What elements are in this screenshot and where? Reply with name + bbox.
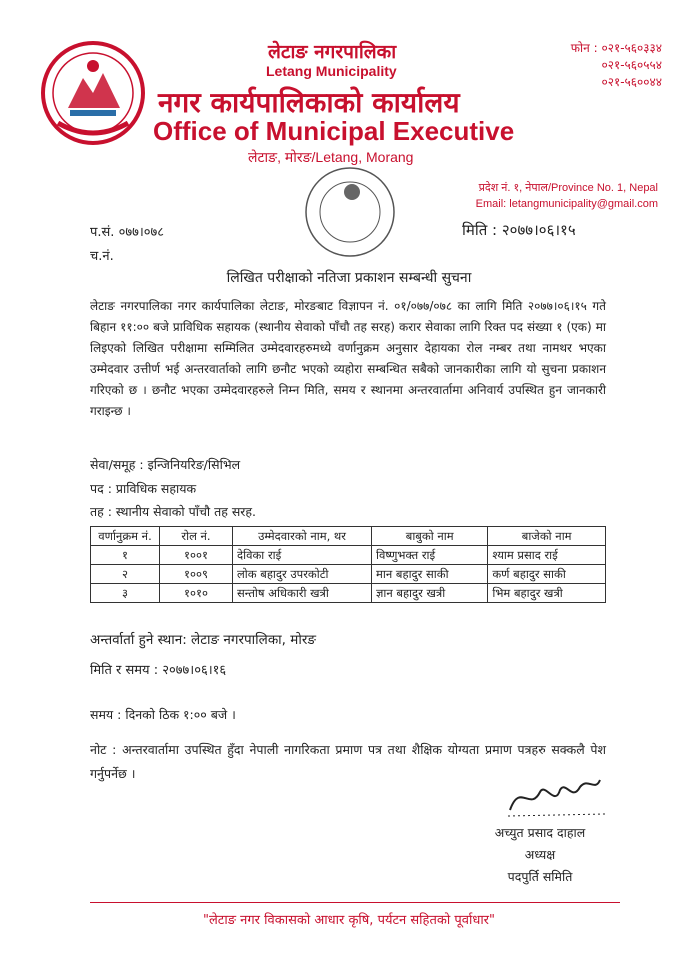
office-stamp	[300, 162, 400, 262]
province-text: प्रदेश नं. १, नेपाल/Province No. 1, Nepal	[478, 182, 658, 194]
office-name-en: Office of Municipal Executive	[153, 116, 515, 146]
reference-number: प.सं. ०७७।०७८	[90, 225, 165, 240]
table-cell: कर्ण बहादुर साकी	[488, 565, 606, 584]
handwritten-signature	[500, 772, 610, 822]
interview-date: मिति र समय : २०७७।०६।१६	[90, 663, 227, 678]
table-cell: मान बहादुर साकी	[372, 565, 488, 584]
signatory-committee: पदपुर्ति समिति	[507, 869, 573, 884]
interview-venue: अन्तर्वार्ता हुने स्थान: लेटाङ नगरपालिका, मोरङ	[90, 632, 316, 648]
municipality-logo	[38, 38, 148, 148]
column-header: वर्णानुक्रम नं.	[91, 527, 160, 546]
table-row	[91, 565, 606, 584]
table-cell: २	[91, 565, 160, 584]
email-text: Email: letangmunicipality@gmail.com	[475, 198, 658, 210]
phone-block	[571, 40, 662, 91]
interview-note: नोट : अन्तरवार्तामा उपस्थित हुँदा नेपाली नागरिकता प्रमाण पत्र तथा शैक्षिक योग्यता प्रमाण पत्रहरु सक्कलै पेश गर्नुपर्नेछ ।	[90, 742, 606, 781]
table-cell: भिम बहादुर खत्री	[488, 584, 606, 603]
column-header: बाबुको नाम	[372, 527, 488, 546]
contact-block	[476, 180, 658, 212]
level: तह : स्थानीय सेवाको पाँचौ तह सरह.	[90, 504, 257, 519]
table-row	[91, 584, 606, 603]
municipality-name-en: Letang Municipality	[266, 63, 397, 79]
column-header: रोल नं.	[160, 527, 233, 546]
post: पद : प्राविधिक सहायक	[90, 481, 197, 496]
address: लेटाङ, मोरङ/Letang, Morang	[248, 149, 414, 165]
phone-number: ०२१-५६०५५४	[601, 58, 662, 72]
signatory-name: अच्युत प्रसाद दाहाल	[494, 825, 586, 840]
interview-time: समय : दिनको ठिक १:०० बजे ।	[90, 707, 236, 722]
footer-slogan: "लेटाङ नगर विकासको आधार कृषि, पर्यटन सहितको पूर्वाधार"	[203, 913, 495, 928]
table-cell: लोक बहादुर उपरकोटी	[233, 565, 372, 584]
notice-title: लिखित परीक्षाको नतिजा प्रकाशन सम्बन्धी सुचना	[226, 270, 472, 286]
table-cell: १०१०	[160, 584, 233, 603]
table-cell: सन्तोष अधिकारी खत्री	[233, 584, 372, 603]
table-cell: देविका राई	[233, 546, 372, 565]
table-cell: १००१	[160, 546, 233, 565]
column-header: बाजेको नाम	[488, 527, 606, 546]
letter-date: मिति : २०७७।०६।१५	[462, 221, 576, 239]
signatory-role: अध्यक्ष	[524, 847, 556, 862]
table-cell: १	[91, 546, 160, 565]
service-group: सेवा/समूह : इन्जिनियरिङ/सिभिल	[90, 457, 241, 472]
office-name-np: नगर कार्यपालिकाको कार्यालय	[158, 86, 460, 119]
phone-label: फोन :	[570, 41, 598, 55]
result-table	[90, 526, 606, 603]
column-header: उम्मेदवारको नाम, थर	[233, 527, 372, 546]
dispatch-number: च.नं.	[90, 249, 114, 264]
table-cell: ३	[91, 584, 160, 603]
municipality-name-np: लेटाङ नगरपालिका	[268, 41, 397, 63]
table-cell: ज्ञान बहादुर खत्री	[372, 584, 488, 603]
table-cell: १००९	[160, 565, 233, 584]
table-cell: विष्णुभक्त राई	[372, 546, 488, 565]
phone-number: ०२१-५६००४४	[601, 75, 662, 89]
notice-paragraph: लेटाङ नगरपालिका नगर कार्यपालिका लेटाङ, मोरङबाट विज्ञापन नं. ०१/०७७/०७८ का लागि मिति २०७७।०६।१५ गते बिहान ११:०० बजे प्राविधिक सहायक (स्थानीय सेवाको पाँचौ तह सरह) करार सेवाका लागि रिक्त पद संख्या १ (एक) मा लिइएको लिखित परीक्षामा सम्मिलित उम्मेदवारहरुमध्ये वर्णानुक्रम अनुसार देहायका रोल नम्बर तथा नामथर भएका उम्मेदवार उत्तीर्ण भई अन्तरवार्ताको लागि छनौट भएको व्यहोरा सम्बन्धित सबैको जानकारीका लागि यो सुचना प्रकाशन गरिएको छ । छनौट भएका उम्मेदवारहरुले निम्न मिति, समय र स्थानमा अन्तरवार्तामा अनिवार्य उपस्थित हुन जानकारी गराइन्छ ।	[90, 299, 606, 418]
table-header-row	[91, 527, 606, 546]
phone-number: ०२१-५६०३३४	[601, 41, 662, 55]
footer-divider	[90, 902, 620, 903]
table-cell: श्याम प्रसाद राई	[488, 546, 606, 565]
signatory-block	[470, 822, 610, 888]
table-row	[91, 546, 606, 565]
